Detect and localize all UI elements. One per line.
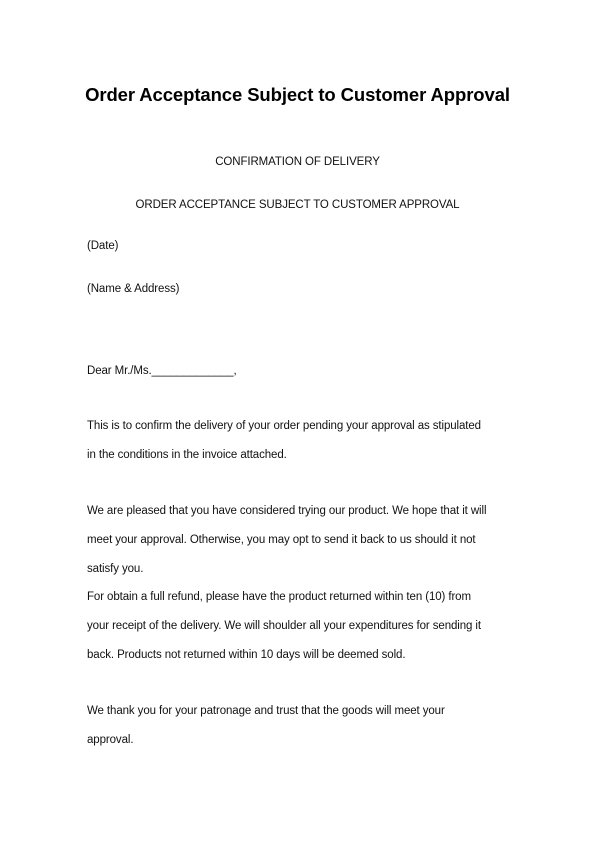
paragraph-line: approval. — [87, 734, 134, 746]
paragraph-line: your receipt of the delivery. We will shoulder all your expenditures for sending it — [87, 620, 481, 632]
paragraph-line: For obtain a full refund, please have the product returned within ten (10) from — [87, 591, 471, 603]
date-placeholder: (Date) — [87, 240, 119, 252]
paragraph-line: This is to confirm the delivery of your order pending your approval as stipulated — [87, 420, 481, 432]
paragraph-line: back. Products not returned within 10 days will be deemed sold. — [87, 649, 406, 661]
salutation: Dear Mr./Ms._____________, — [87, 365, 237, 377]
paragraph-line: We are pleased that you have considered trying our product. We hope that it will — [87, 505, 487, 517]
subheading-confirmation: CONFIRMATION OF DELIVERY — [215, 156, 380, 168]
paragraph-line: in the conditions in the invoice attached. — [87, 449, 287, 461]
document-title: Order Acceptance Subject to Customer Approval — [85, 84, 510, 105]
paragraph-line: meet your approval. Otherwise, you may opt to send it back to us should it not — [87, 534, 476, 546]
paragraph-line: satisfy you. — [87, 563, 144, 575]
subheading-order-acceptance: ORDER ACCEPTANCE SUBJECT TO CUSTOMER APPROVAL — [135, 199, 460, 211]
address-placeholder: (Name & Address) — [87, 283, 180, 295]
paragraph-line: We thank you for your patronage and trust that the goods will meet your — [87, 705, 445, 717]
